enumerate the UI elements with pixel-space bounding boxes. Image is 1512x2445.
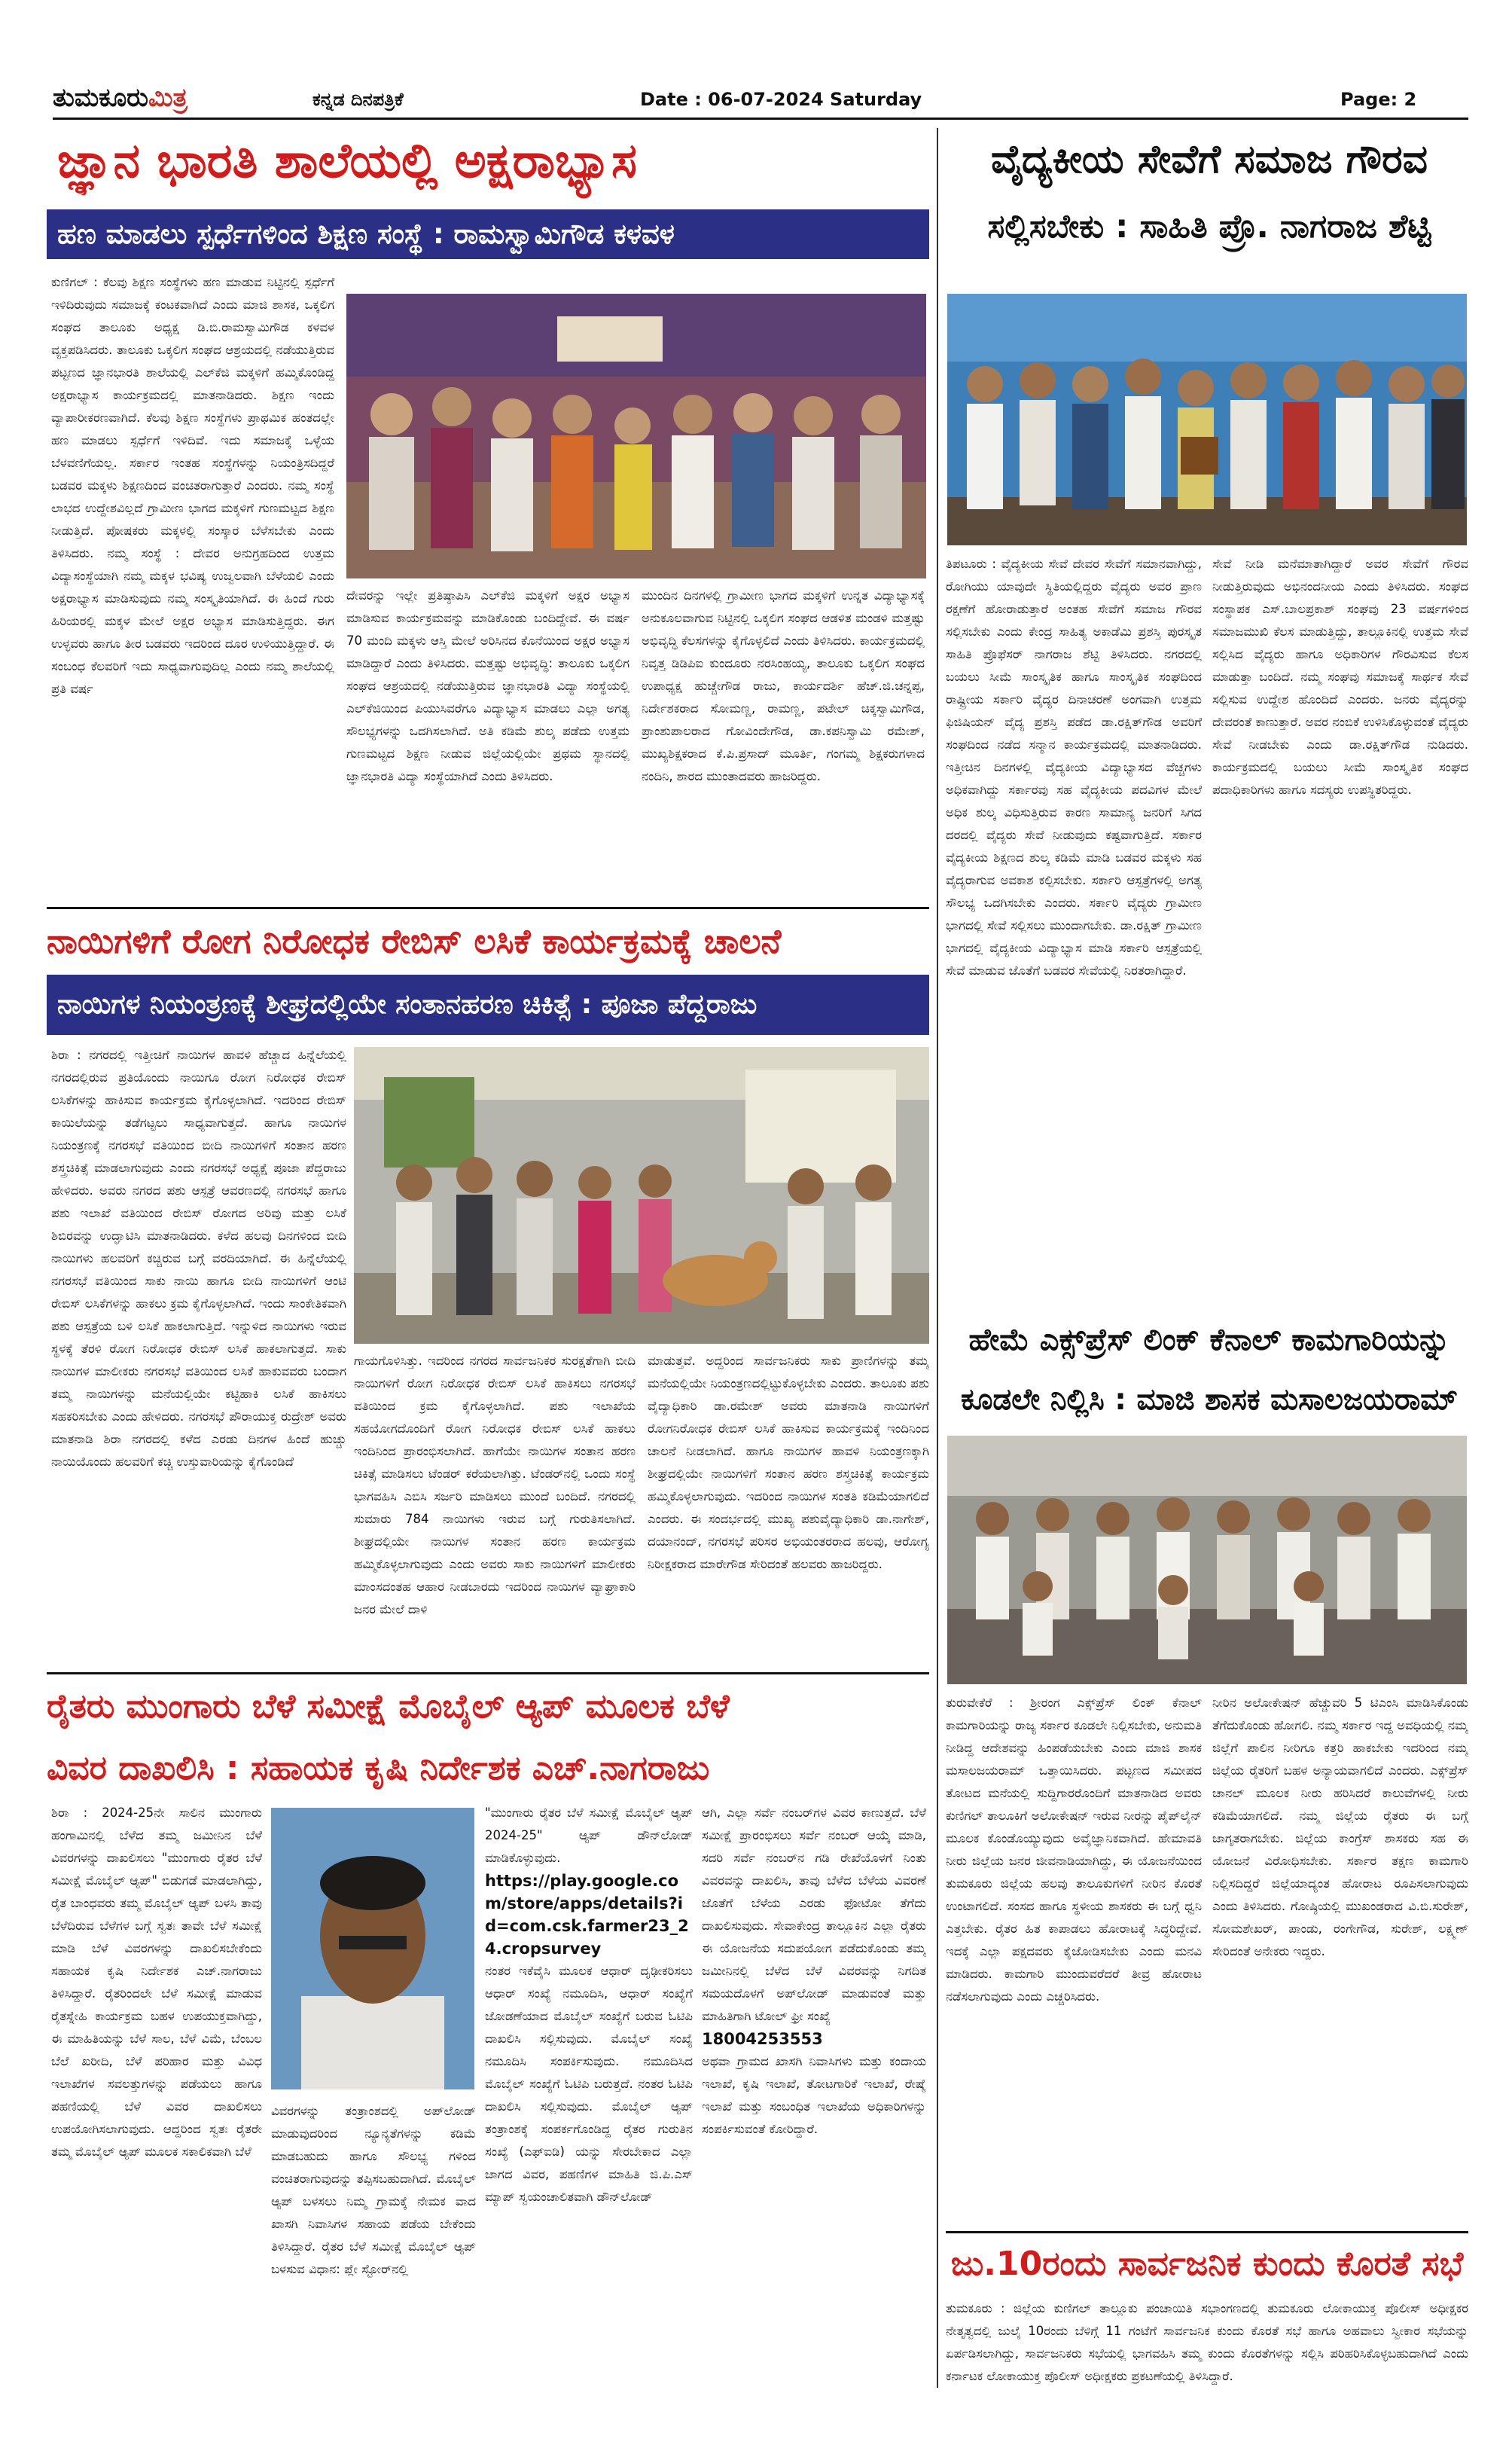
newspaper-subtitle: ಕನ್ನಡ ದಿನಪತ್ರಿಕೆ [312, 89, 404, 110]
school-ceremony-photo [346, 294, 926, 578]
article2-photo [947, 294, 1467, 545]
article3-col2: ಗಾಯಗೊಳಿಸಿತ್ತು. ಇದರಿಂದ ನಗರದ ಸಾರ್ವಜನಿಕರ ಸುರಕ್ಷತೆಗಾಗಿ ಬೀದಿ ನಾಯಿಗಳಿಗೆ ರೋಗ ನಿರೋಧಕ ರೇಬಿಸ್ ಲಸಿಕೆ ಹಾಕಿಸಲು ನಗರಸಭೆ ವತಿಯಿಂದ ಕ್ರಮ ಕೈಗೊಳ್ಳಲಾಗಿದೆ. ಪಶು ಇಲಾಖೆಯ ಸಹಯೋಗದೊಂದಿಗೆ ರೋಗ ನಿರೋಧಕ ರೇಬಿಸ್ ಲಸಿಕೆ ಹಾಕಲು ಇಂದಿನಿಂದ ಪ್ರಾರಂಭಿಸಲಾಗಿದೆ. ಹಾಗೆಯೇ ನಾಯಿಗಳ ಸಂತಾನ ಹರಣ ಚಿಕಿತ್ಸೆ ಮಾಡಿಸಲು ಟೆಂಡರ್ ಕರೆಯಲಾಗಿತ್ತು. ಟೆಂಡರ್‌ನಲ್ಲಿ ಒಂದು ಸಂಸ್ಥೆ ಭಾಗವಹಿಸಿ ಎಬಿಸಿ ಸರ್ಜರಿ ಮಾಡಿಸಲು ಮುಂದೆ ಬಂದಿದೆ. ನಗರದಲ್ಲಿ ಸುಮಾರು 784 ನಾಯಿಗಳು ಇರುವ ಬಗ್ಗೆ ಗುರುತಿಸಲಾಗಿದೆ. ಶೀಘ್ರದಲ್ಲಿಯೇ ನಾಯಿಗಳ ಸಂತಾನ ಹರಣ ಕಾರ್ಯಕ್ರಮ ಹಮ್ಮಿಕೊಳ್ಳಲಾಗುವುದು ಎಂದು ಅವರು ಸಾಕು ನಾಯಿಗಳಿಗೆ ಮಾಲೀಕರು ಮಾಂಸದಂತಹ ಆಹಾರ ನೀಡಬಾರದು ಇದರಿಂದ ನಾಯಿಗಳ ವ್ಯಾಘ್ರಾಕಾರಿ ಜನರ ಮೇಲೆ ದಾಳಿ [354, 1354, 636, 1616]
officer-portrait-photo [271, 1808, 474, 2089]
toll-free-number: 18004253553 [702, 2030, 823, 2048]
vaccination-drive-photo [354, 1047, 929, 1344]
article1-subheadline: ಹಣ ಮಾಡಲು ಸ್ಪರ್ಧೆಗಳಿಂದ ಶಿಕ್ಷಣ ಸಂಸ್ಥೆ : ರಾಮಸ್ವಾಮಿಗೌಡ ಕಳವಳ [47, 209, 929, 259]
article2-headline-line1: ವೈದ್ಯಕೀಯ ಸೇವೆಗೆ ಸಮಾಜ ಗೌರವ [990, 137, 1428, 182]
article4-headline-line2: ಕೂಡಲೇ ನಿಲ್ಲಿಸಿ : ಮಾಜಿ ಶಾಸಕ ಮಸಾಲಜಯರಾಮ್ [960, 1383, 1459, 1417]
article2-col1: ತಿಪಟೂರು : ವೈದ್ಯಕೀಯ ಸೇವೆ ದೇವರ ಸೇವೆಗೆ ಸಮಾನವಾಗಿದ್ದು, ರೋಗಿಯು ಯಾವುದೇ ಸ್ಥಿತಿಯಲ್ಲಿದ್ದರು ವೈದ್ಯರು ಅವರ ಪ್ರಾಣ ರಕ್ಷಣೆಗೆ ಹೋರಾಡುತ್ತಾರೆ ಅಂತಹ ಸೇವೆಗೆ ಸಮಾಜ ಗೌರವ ಸಲ್ಲಿಸಬೇಕು ಎಂದು ಕೇಂದ್ರ ಸಾಹಿತ್ಯ ಅಕಾಡೆಮಿ ಪ್ರಶಸ್ತಿ ಪುರಸ್ಕೃತ ಸಾಹಿತಿ ಪ್ರೊಫೆಸರ್ ನಾಗರಾಜ ಶೆಟ್ಟಿ ತಿಳಿಸಿದರು. ನಗರದಲ್ಲಿ ಬಯಲು ಸೀಮೆ ಸಾಂಸ್ಕೃತಿಕ ಹಾಗೂ ಸಾಂಸ್ಕೃತಿಕ ಸಂಘದಿಂದ ರಾಷ್ಟ್ರೀಯ ಸರ್ಕಾರಿ ವೈದ್ಯರ ದಿನಾಚರಣೆ ಅಂಗವಾಗಿ ಉತ್ತಮ ಫಿಜಿಷಿಯನ್ ವೈದ್ಯ ಪ್ರಶಸ್ತಿ ಪಡೆದ ಡಾ.ರಕ್ಷಿತ್‌ಗೌಡ ಅವರಿಗೆ ಸಂಘದಿಂದ ನಡೆದ ಸನ್ಮಾನ ಕಾರ್ಯಕ್ರಮದಲ್ಲಿ ಮಾತನಾಡಿದರು. ಇತ್ತೀಚಿನ ದಿನಗಳಲ್ಲಿ ವೈದ್ಯಕೀಯ ವಿದ್ಯಾಭ್ಯಾಸದ ವೆಚ್ಚಗಳು ಅಧಿಕವಾಗಿದ್ದು ಸರ್ಕಾರವು ಸಹ ವೈದ್ಯಕೀಯ ಪದವಿಗಳ ಮೇಲೆ ಅಧಿಕ ಶುಲ್ಕ ವಿಧಿಸುತ್ತಿರುವ ಕಾರಣ ಸಾಮಾನ್ಯ ಜನರಿಗೆ ಸಿಗದ ದರದಲ್ಲಿ ವೈದ್ಯರು ಸೇವೆ ನೀಡುವುದು ಕಷ್ಟವಾಗುತ್ತಿದೆ. ಸರ್ಕಾರ ವೈದ್ಯಕೀಯ ಶಿಕ್ಷಣದ ಶುಲ್ಕ ಕಡಿಮೆ ಮಾಡಿ ಬಡವರ ಮಕ್ಕಳು ಸಹ ವೈದ್ಯರಾಗುವ ಅವಕಾಶ ಕಲ್ಪಿಸಬೇಕು. ಸರ್ಕಾರಿ ಆಸ್ಪತ್ರೆಗಳಲ್ಲಿ ಅಗತ್ಯ ಸೌಲಭ್ಯ ಒದಗಿಸಬೇಕು ಎಂದರು. ಸರ್ಕಾರಿ ವೈದ್ಯರು ಗ್ರಾಮೀಣ ಭಾಗದಲ್ಲಿ ಸೇವೆ ಸಲ್ಲಿಸಲು ಮುಂದಾಗಬೇಕು. ಡಾ.ರಕ್ಷಿತ್ ಗ್ರಾಮೀಣ ಭಾಗದಲ್ಲಿ ವೈದ್ಯಕೀಯ ವಿದ್ಯಾಭ್ಯಾಸ ಮಾಡಿ ಸರ್ಕಾರಿ ಆಸ್ಪತ್ರೆಯಲ್ಲಿ ಸೇವೆ ಮಾಡುವ ಜೊತೆಗೆ ಬಡವರ ಸೇವೆಯಲ್ಲಿ ನಿರತರಾಗಿದ್ದಾರೆ. [946, 557, 1202, 978]
article6-body: ತುಮಕೂರು : ಜಿಲ್ಲೆಯ ಕುಣಿಗಲ್ ತಾಲ್ಲೂಕು ಪಂಚಾಯಿತಿ ಸಭಾಂಗಣದಲ್ಲಿ ತುಮಕೂರು ಲೋಕಾಯುಕ್ತ ಪೊಲೀಸ್ ಅಧೀಕ್ಷಕರ ನೇತೃತ್ವದಲ್ಲಿ ಜುಲೈ 10ರಂದು ಬೆಳಿಗ್ಗೆ 11 ಗಂಟೆಗೆ ಸಾರ್ವಜನಿಕ ಕುಂದು ಕೊರತೆ ಸಭೆ ಹಾಗೂ ಅಹವಾಲು ಸ್ವೀಕಾರ ಸಭೆಯನ್ನು ಏರ್ಪಡಿಸಲಾಗಿದ್ದು, ಸಾರ್ವಜನಿಕರು ಸಭೆಯಲ್ಲಿ ಭಾಗವಹಿಸಿ ತಮ್ಮ ಕುಂದು ಕೊರತೆಗಳನ್ನು ಸಲ್ಲಿಸಿ ಪರಿಹರಿಸಿಕೊಳ್ಳಬಹುದಾಗಿದೆ ಎಂದು ಕರ್ನಾಟಕ ಲೋಕಾಯುಕ್ತ ಪೊಲೀಸ್ ಅಧೀಕ್ಷಕರು ಪ್ರಕಟಣೆಯಲ್ಲಿ ತಿಳಿಸಿದ್ದಾರೆ. [946, 2301, 1468, 2383]
article5-headline-line2: ವಿವರ ದಾಖಲಿಸಿ : ಸಹಾಯಕ ಕೃಷಿ ನಿರ್ದೇಶಕ ಎಚ್.ನಾಗರಾಜು [47, 1749, 710, 1787]
article4-headline-line1: ಹೇಮೆ ಎಕ್ಸ್‌ಪ್ರೆಸ್ ಲಿಂಕ್ ಕೆನಾಲ್ ಕಾಮಗಾರಿಯನ್ನು [968, 1323, 1450, 1357]
article2-headline-line2: ಸಲ್ಲಿಸಬೇಕು : ಸಾಹಿತಿ ಪ್ರೊ. ನಾಗರಾಜ ಶೆಟ್ಟಿ [987, 208, 1431, 246]
masthead [53, 83, 1468, 116]
article4-col2: ನೀರಿನ ಅಲೋಕೇಷನ್ ಹೆಚ್ಚುವರಿ 5 ಟಿಎಂಸಿ ಮಾಡಿಸಿಕೊಂಡು ತೆಗೆದುಕೊಂಡು ಹೋಗಲಿ. ನಮ್ಮ ಸರ್ಕಾರ ಇದ್ದ ಅವಧಿಯಲ್ಲಿ ನಮ್ಮ ಜಿಲ್ಲೆಗೆ ಪಾಲಿನ ನೀರಿಗೂ ಕತ್ತರಿ ಹಾಕಬೇಕು ಇದರಿಂದ ನಮ್ಮ ಜಿಲ್ಲೆಯ ರೈತರಿಗೆ ಬಹಳ ಅನ್ಯಾಯವಾಗಲಿದೆ ಎಂದರು. ಎಕ್ಸ್‌ಪ್ರೆಸ್ ಚಾನಲ್ ಮೂಲಕ ನೀರು ಹರಿಸಿದರೆ ಕಾಲುವೆಗಳಲ್ಲಿ ನೀರು ಕಡಿಮೆಯಾಗಲಿದೆ. ನಮ್ಮ ಜಿಲ್ಲೆಯ ರೈತರು ಈ ಬಗ್ಗೆ ಜಾಗೃತರಾಗಬೇಕು. ಜಿಲ್ಲೆಯ ಕಾಂಗ್ರೆಸ್ ಶಾಸಕರು ಸಹ ಈ ಯೋಜನೆ ವಿರೋಧಿಸಬೇಕು. ಸರ್ಕಾರ ತಕ್ಷಣ ಕಾಮಗಾರಿ ನಿಲ್ಲಿಸದಿದ್ದರೆ ಜಿಲ್ಲೆಯಾದ್ಯಂತ ಹೋರಾಟ ರೂಪಿಸಲಾಗುವುದು ಎಂದು ತಿಳಿಸಿದರು. ಗೋಷ್ಠಿಯಲ್ಲಿ ಮುಖಂಡರಾದ ವಿ.ಬಿ.ಸುರೇಶ್, ಸೋಮಶೇಖರ್, ಪಾಂಡು, ರಂಗೇಗೌಡ, ಸುರೇಶ್, ಲಕ್ಷ್ಮಣ್ ಸೇರಿದಂತೆ ಅನೇಕರು ಇದ್ದರು. [1212, 1696, 1468, 1958]
article1-photo [346, 294, 926, 578]
article5-col1: ಶಿರಾ : 2024-25ನೇ ಸಾಲಿನ ಮುಂಗಾರು ಹಂಗಾಮಿನಲ್ಲಿ ಬೆಳೆದ ತಮ್ಮ ಜಮೀನಿನ ಬೆಳೆ ವಿವರಗಳನ್ನು ದಾಖಲಿಸಲು "ಮುಂಗಾರು ರೈತರ ಬೆಳೆ ಸಮೀಕ್ಷೆ ಮೊಬೈಲ್ ಆ್ಯಪ್" ಬಿಡುಗಡೆ ಮಾಡಲಾಗಿದ್ದು, ರೈತ ಬಾಂಧವರು ತಮ್ಮ ಮೊಬೈಲ್ ಆ್ಯಪ್ ಬಳಸಿ ತಾವು ಬೆಳೆದಿರುವ ಬೆಳೆಗಳ ಬಗ್ಗೆ ಸ್ವತಃ ತಾವೇ ಬೆಳೆ ಸಮೀಕ್ಷೆ ಮಾಡಿ ಬೆಳೆ ವಿವರಗಳನ್ನು ದಾಖಲಿಸಬೇಕೆಂದು ಸಹಾಯಕ ಕೃಷಿ ನಿರ್ದೇಶಕ ಎಚ್.ನಾಗರಾಜು ತಿಳಿಸಿದ್ದಾರೆ. ರೈತರಿಂದಲೇ ಬೆಳೆ ಸಮೀಕ್ಷೆ ಮಾಡುವ ರೈತಸ್ನೇಹಿ ಕಾರ್ಯಕ್ರಮ ಬಹಳ ಉಪಯುಕ್ತವಾಗಿದ್ದು, ಈ ಮಾಹಿತಿಯನ್ನು ಬೆಳೆ ಸಾಲ, ಬೆಳೆ ವಿಮೆ, ಬೆಂಬಲ ಬೆಲೆ ಖರೀದಿ, ಬೆಳೆ ಪರಿಹಾರ ಮತ್ತು ವಿವಿಧ ಇಲಾಖೆಗಳ ಸವಲತ್ತುಗಳನ್ನು ಪಡೆಯಲು ಹಾಗೂ ಪಹಣಿಯಲ್ಲಿ ಬೆಳೆ ವಿವರ ದಾಖಲಿಸಲು ಉಪಯೋಗಿಸಲಾಗುವುದು. ಆದ್ದರಿಂದ ಸ್ವತಃ ರೈತರೇ ತಮ್ಮ ಮೊಬೈಲ್ ಆ್ಯಪ್ ಮೂಲಕ ಸಕಾಲಿಕವಾಗಿ ಬೆಳೆ [51, 1806, 262, 2159]
article5-headline-line1: ರೈತರು ಮುಂಗಾರು ಬೆಳೆ ಸಮೀಕ್ಷೆ ಮೊಬೈಲ್ ಆ್ಯಪ್ ಮೂಲಕ ಬೆಳೆ [47, 1687, 730, 1726]
article5-col4: ಆಗಿ, ಎಲ್ಲಾ ಸರ್ವೆ ನಂಬರ್‌ಗಳ ವಿವರ ಕಾಣುತ್ತದೆ. ಬೆಳೆ ಸಮೀಕ್ಷೆ ಪ್ರಾರಂಭಿಸಲು ಸರ್ವೆ ನಂಬರ್ ಆಯ್ಕೆ ಮಾಡಿ, ಸದರಿ ಸರ್ವೆ ನಂಬರ್‌ನ ಗಡಿ ರೇಖೆಯೊಳಗೆ ನಿಂತು ವಿವರವನ್ನು ದಾಖಲಿಸಿ, ತಾವು ಬೆಳೆದ ಬೆಳೆಯ ವಿವರಣೆ ಜೊತೆಗೆ ಬೆಳೆಯ ಎರಡು ಫೋಟೋ ತೆಗೆದು ದಾಖಲಿಸುವುದು. ಸೇವಾಕೇಂದ್ರ ತಾಲ್ಲೂಕಿನ ಎಲ್ಲಾ ರೈತರು ಈ ಯೋಜನೆಯ ಸದುಪಯೋಗ ಪಡೆದುಕೊಂಡು ತಮ್ಮ ಜಮೀನಿನಲ್ಲಿ ಬೆಳೆದ ಬೆಳೆ ವಿವರವನ್ನು ನಿಗದಿತ ಸಮಯದೊಳಗೆ ಅಪ್‌ಲೋಡ್ ಮಾಡುವಂತೆ ಮತ್ತು ಮಾಹಿತಿಗಾಗಿ ಟೋಲ್ ಫ್ರೀ ಸಂಖ್ಯೆ 18004253553 ಅಥವಾ ಗ್ರಾಮದ ಖಾಸಗಿ ನಿವಾಸಿಗಳು ಮತ್ತು ಕಂದಾಯ ಇಲಾಖೆ, ಕೃಷಿ ಇಲಾಖೆ, ತೋಟಗಾರಿಕೆ ಇಲಾಖೆ, ರೇಷ್ಮೆ ಇಲಾಖೆ ಮತ್ತು ಸಂಬಂಧಿತ ಇಲಾಖೆಯ ಅಧಿಕಾರಿಗಳನ್ನು ಸಂಪರ್ಕಿಸುವಂತೆ ಕೋರಿದ್ದಾರೆ. [702, 1806, 926, 2136]
article5-col3: "ಮುಂಗಾರು ರೈತರ ಬೆಳೆ ಸಮೀಕ್ಷೆ ಮೊಬೈಲ್ ಆ್ಯಪ್ 2024-25" ಆ್ಯಪ್ ಡೌನ್‌ಲೋಡ್ ಮಾಡಿಕೊಳ್ಳುವುದು. https://play.google.com/store/apps/details?id=com.csk.farmer23_24.cropsurvey ನಂತರ ಇಕೆವೈಸಿ ಮೂಲಕ ಆಧಾರ್ ದೃಢೀಕರಿಸಲು ಆಧಾರ್ ಸಂಖ್ಯೆ ನಮೂದಿಸಿ, ಆಧಾರ್ ಸಂಖ್ಯೆಗೆ ಜೋಡಣೆಯಾದ ಮೊಬೈಲ್ ಸಂಖ್ಯೆಗೆ ಬರುವ ಓಟಿಪಿ ದಾಖಲಿಸಿ ಸಲ್ಲಿಸುವುದು. ಮೊಬೈಲ್ ಸಂಖ್ಯೆ ನಮೂದಿಸಿ ಸಂಪರ್ಕಿಸುವುದು. ನಮೂದಿಸಿದ ಮೊಬೈಲ್ ಸಂಖ್ಯೆಗೆ ಓಟಿಪಿ ಬರುತ್ತದೆ. ನಂತರ ಓಟಿಪಿ ದಾಖಲಿಸಿ ಸಲ್ಲಿಸುವುದು. ಮೊಬೈಲ್ ಆ್ಯಪ್ ತಂತ್ರಾಂಶಕ್ಕೆ ಸಂಪರ್ಕಗೊಂಡಿದ್ದ ರೈತರ ಗುರುತಿನ ಸಂಖ್ಯೆ (ಎಫ್‌ಐಡಿ) ಯನ್ನು ಸೇರಬೇಕಾದ ಎಲ್ಲಾ ಜಾಗದ ವಿವರ, ಪಹಣಿಗಳ ಮಾಹಿತಿ ಜಿ.ಪಿ.ಎಸ್ ಮ್ಯಾಪ್ ಸ್ವಯಂಚಾಲಿತವಾಗಿ ಡೌನ್‌ಲೋಡ್ [485, 1806, 693, 2204]
article5-portrait [271, 1808, 474, 2089]
article1-headline: ಜ್ಞಾನ ಭಾರತಿ ಶಾಲೆಯಲ್ಲಿ ಅಕ್ಷರಾಭ್ಯಾಸ [57, 133, 638, 189]
article3-col1: ಶಿರಾ : ನಗರದಲ್ಲಿ ಇತ್ತೀಚಿಗೆ ನಾಯಿಗಳ ಹಾವಳಿ ಹೆಚ್ಚಾದ ಹಿನ್ನೆಲೆಯಲ್ಲಿ ನಗರದಲ್ಲಿರುವ ಪ್ರತಿಯೊಂದು ನಾಯಿಗೂ ರೋಗ ನಿರೋಧಕ ರೇಬಿಸ್ ಲಸಿಕೆಗಳನ್ನು ಹಾಕಿಸುವ ಕಾರ್ಯಕ್ರಮ ಕೈಗೊಳ್ಳಲಾಗಿದೆ. ಇದರಿಂದ ರೇಬಿಸ್ ಕಾಯಿಲೆಯನ್ನು ತಡೆಗಟ್ಟಲು ಸಾಧ್ಯವಾಗುತ್ತದೆ. ಹಾಗೂ ನಾಯಿಗಳ ನಿಯಂತ್ರಣಕ್ಕೆ ನಗರಸಭೆ ವತಿಯಿಂದ ಬೀದಿ ನಾಯಿಗಳಿಗೆ ಸಂತಾನ ಹರಣ ಶಸ್ತ್ರಚಿಕಿತ್ಸೆ ಮಾಡಲಾಗುವುದು ಎಂದು ನಗರಸಭೆ ಅಧ್ಯಕ್ಷೆ ಪೂಜಾ ಪೆದ್ದರಾಜು ಹೇಳಿದರು. ಅವರು ನಗರದ ಪಶು ಆಸ್ಪತ್ರೆ ಆವರಣದಲ್ಲಿ ನಗರಸಭೆ ಹಾಗೂ ಪಶು ಇಲಾಖೆ ವತಿಯಿಂದ ರೇಬಿಸ್ ರೋಗದ ಅರಿವು ಮತ್ತು ಲಸಿಕೆ ಶಿಬಿರವನ್ನು ಉದ್ಘಾಟಿಸಿ ಮಾತನಾಡಿದರು. ಕಳೆದ ಹಲವು ದಿನಗಳಿಂದ ಬೀದಿ ನಾಯಿಗಳು ಹಲವರಿಗೆ ಕಚ್ಚಿರುವ ಬಗ್ಗೆ ವರದಿಯಾಗಿದೆ. ಈ ಹಿನ್ನೆಲೆಯಲ್ಲಿ ನಗರಸಭೆ ವತಿಯಿಂದ ಸಾಕು ನಾಯಿ ಹಾಗೂ ಬೀದಿ ನಾಯಿಗಳಿಗೆ ಆಂಟಿ ರೇಬಿಸ್ ಲಸಿಕೆಗಳನ್ನು ಹಾಕಲು ಕ್ರಮ ಕೈಗೊಳ್ಳಲಾಗಿದೆ. ಇಂದು ಸಾಂಕೇತಿಕವಾಗಿ ಪಶು ಆಸ್ಪತ್ರೆಯ ಬಳಿ ಲಸಿಕೆ ಹಾಕಲಾಗುತ್ತಿದೆ. ಇನ್ನುಳಿದ ನಾಯಿಗಳು ಇರುವ ಸ್ಥಳಕ್ಕೆ ತೆರಳಿ ರೋಗ ನಿರೋಧಕ ರೇಬಿಸ್ ಲಸಿಕೆ ಹಾಕಲಾಗುತ್ತದೆ. ಸಾಕು ನಾಯಿಗಳ ಮಾಲೀಕರು ನಗರಸಭೆ ವತಿಯಿಂದ ಲಸಿಕೆ ಹಾಕುವವರು ಬಂದಾಗ ತಮ್ಮ ನಾಯಿಗಳನ್ನು ಮನೆಯಲ್ಲಿಯೇ ಕಟ್ಟಿಹಾಕಿ ಲಸಿಕೆ ಹಾಕಿಸಲು ಸಹಕರಿಸಬೇಕು ಎಂದು ಹೇಳಿದರು. ನಗರಸಭೆ ಪೌರಾಯುಕ್ತ ರುದ್ರೇಶ್ ಅವರು ಮಾತನಾಡಿ ಶಿರಾ ನಗರದಲ್ಲಿ ಕಳೆದ ಎರಡು ದಿನಗಳ ಹಿಂದೆ ಹುಚ್ಚು ನಾಯಿಯೊಂದು ಹಲವರಿಗೆ ಕಚ್ಚಿ ಉಸ್ತುವಾರಿಯನ್ನು ಕೈಗೊಂಡಿದೆ [51, 1048, 346, 1469]
article6-headline: ಜು.10ರಂದು ಸಾರ್ವಜನಿಕ ಕುಂದು ಕೊರತೆ ಸಭೆ [950, 2245, 1464, 2283]
article3-col3: ಮಾಡುತ್ತವೆ. ಅದ್ದರಿಂದ ಸಾರ್ವಜನಿಕರು ಸಾಕು ಪ್ರಾಣಿಗಳನ್ನು ತಮ್ಮ ಮನೆಯಲ್ಲಿಯೇ ನಿಯಂತ್ರಣದಲ್ಲಿಟ್ಟುಕೊಳ್ಳಬೇಕು ಎಂದರು. ತಾಲೂಕು ಪಶು ವೈದ್ಯಾಧಿಕಾರಿ ಡಾ.ರಮೇಶ್ ಅವರು ಮಾತನಾಡಿ ನಾಯಿಗಳಿಗೆ ರೋಗನಿರೋಧಕ ರೇಬಿಸ್ ಲಸಿಕೆ ಹಾಕಿಸುವ ಕಾರ್ಯಕ್ರಮಕ್ಕೆ ಇಂದಿನಿಂದ ಚಾಲನೆ ನೀಡಲಾಗಿದೆ. ಹಾಗೂ ನಾಯಿಗಳ ಹಾವಳಿ ನಿಯಂತ್ರಣಕ್ಕಾಗಿ ಶೀಘ್ರದಲ್ಲಿಯೇ ನಾಯಿಗಳಿಗೆ ಸಂತಾನ ಹರಣ ಶಸ್ತ್ರಚಿಕಿತ್ಸೆ ಕಾರ್ಯಕ್ರಮ ಹಮ್ಮಿಕೊಳ್ಳಲಾಗುವುದು. ಇದರಿಂದ ನಾಯಿಗಳ ಸಂತತಿ ಕಡಿಮೆಯಾಗಲಿದೆ ಎಂದರು. ಈ ಸಂದರ್ಭದಲ್ಲಿ ಮುಖ್ಯ ಪಶುವೈದ್ಯಾಧಿಕಾರಿ ಡಾ.ನಾಗೇಶ್, ದಯಾನಂದ್, ನಗರಸಭೆ ಪರಿಸರ ಅಭಿಯಂತರರಾದ ಹಲವು, ಆರೋಗ್ಯ ನಿರೀಕ್ಷಕರಾದ ಮಾರೇಗೌಡ ಸೇರಿದಂತೆ ಹಲವರು ಹಾಜರಿದ್ದರು. [648, 1354, 929, 1571]
article3-subheadline: ನಾಯಿಗಳ ನಿಯಂತ್ರಣಕ್ಕೆ ಶೀಘ್ರದಲ್ಲಿಯೇ ಸಂತಾನಹರಣ ಚಿಕಿತ್ಸೆ : ಪೂಜಾ ಪೆದ್ದರಾಜು [47, 975, 929, 1035]
issue-date: Date : 06-07-2024 Saturday [640, 89, 922, 110]
doctor-felicitation-photo [947, 294, 1467, 545]
article3-photo [354, 1047, 929, 1344]
newspaper-name: ತುಮಕೂರುಮಿತ್ರ [53, 83, 187, 113]
article4-photo [947, 1436, 1467, 1684]
masthead-rule [53, 118, 1468, 120]
column-divider [937, 128, 938, 2388]
article1-col1: ಕುಣಿಗಲ್ : ಕೆಲವು ಶಿಕ್ಷಣ ಸಂಸ್ಥೆಗಳು ಹಣ ಮಾಡುವ ನಿಟ್ಟಿನಲ್ಲಿ ಸ್ಪರ್ಧೆಗೆ ಇಳಿದಿರುವುದು ಸಮಾಜಕ್ಕೆ ಕಂಟಕವಾಗಿದೆ ಎಂದು ಮಾಜಿ ಶಾಸಕ, ಒಕ್ಕಲಿಗ ಸಂಘದ ತಾಲೂಕು ಅಧ್ಯಕ್ಷ ಡಿ.ಬಿ.ರಾಮಸ್ವಾಮಿಗೌಡ ಕಳವಳ ವ್ಯಕ್ತಪಡಿಸಿದರು. ತಾಲೂಕು ಒಕ್ಕಲಿಗ ಸಂಘದ ಆಶ್ರಯದಲ್ಲಿ ನಡೆಯುತ್ತಿರುವ ಪಟ್ಟಣದ ಜ್ಞಾನಭಾರತಿ ಶಾಲೆಯಲ್ಲಿ ಎಲ್‌ಕೆಜಿ ಮಕ್ಕಳಿಗೆ ಹಮ್ಮಿಕೊಂಡಿದ್ದ ಅಕ್ಷರಾಭ್ಯಾಸ ಕಾರ್ಯಕ್ರಮದಲ್ಲಿ ಮಾತನಾಡಿದರು. ಶಿಕ್ಷಣ ಇಂದು ವ್ಯಾಪಾರೀಕರಣವಾಗಿದೆ. ಕೆಲವು ಶಿಕ್ಷಣ ಸಂಸ್ಥೆಗಳು ಪ್ರಾಥಮಿಕ ಹಂತದಲ್ಲೇ ಹಣ ಮಾಡಲು ಸ್ಪರ್ಧೆಗೆ ಇಳಿದಿವೆ. ಇದು ಸಮಾಜಕ್ಕೆ ಒಳ್ಳೆಯ ಬೆಳವಣಿಗೆಯಲ್ಲ. ಸರ್ಕಾರ ಇಂತಹ ಸಂಸ್ಥೆಗಳನ್ನು ನಿಯಂತ್ರಿಸದಿದ್ದರೆ ಬಡವರ ಮಕ್ಕಳು ಶಿಕ್ಷಣದಿಂದ ವಂಚಿತರಾಗುತ್ತಾರೆ ಎಂದರು. ನಮ್ಮ ಸಂಸ್ಥೆ ಲಾಭದ ಉದ್ದೇಶವಿಲ್ಲದೆ ಗ್ರಾಮೀಣ ಭಾಗದ ಮಕ್ಕಳಿಗೆ ಗುಣಮಟ್ಟದ ಶಿಕ್ಷಣ ನೀಡುತ್ತಿದೆ. ಪೋಷಕರು ಮಕ್ಕಳಲ್ಲಿ ಸಂಸ್ಕಾರ ಬೆಳೆಸಬೇಕು ಎಂದು ತಿಳಿಸಿದರು. ನಮ್ಮ ಸಂಸ್ಥೆ : ದೇವರ ಅನುಗ್ರಹದಿಂದ ಉತ್ತಮ ವಿದ್ಯಾಸಂಸ್ಥೆಯಾಗಿ ನಮ್ಮ ಮಕ್ಕಳ ಭವಿಷ್ಯ ಉಜ್ವಲವಾಗಿ ಬೆಳೆಯಲಿ ಎಂದು ಅಕ್ಷರಾಭ್ಯಾಸ ಮಾಡಿಸುವುದು ನಮ್ಮ ಸಂಸ್ಕೃತಿಯಾಗಿದೆ. ಈ ಹಿಂದೆ ಗುರು ಹಿರಿಯರಲ್ಲಿ ಮಕ್ಕಳ ಮೇಲೆ ಅಕ್ಷರ ಅಭ್ಯಾಸ ಮಾಡಿಸುತ್ತಿದ್ದರು. ಈಗ ಉಳ್ಳವರು ಹಾಗೂ ತೀರ ಬಡವರು ಇದರಿಂದ ದೂರ ಉಳಿಯುತ್ತಿದ್ದಾರೆ. ಈ ಸಂಬಂಧ ಕೆಲವರಿಗೆ ಇದು ಸಾಧ್ಯವಾಗುವುದಿಲ್ಲ ಎಂದು ನಮ್ಮ ಶಾಲೆಯಲ್ಲಿ ಪ್ರತಿ ವರ್ಷ [51, 275, 334, 696]
newspaper-name-accent: ಮಿತ್ರ [148, 83, 187, 113]
section-rule [47, 907, 929, 909]
crop-survey-app-link: https://play.google.com/store/apps/details?id=com.csk.farmer23_24.cropsurvey [485, 1872, 689, 1958]
article4-col1: ತುರುವೇಕೆರೆ : ಶ್ರೀರಂಗ ಎಕ್ಸ್‌ಪ್ರೆಸ್ ಲಿಂಕ್ ಕೆನಾಲ್ ಕಾಮಗಾರಿಯನ್ನು ರಾಜ್ಯ ಸರ್ಕಾರ ಕೂಡಲೇ ನಿಲ್ಲಿಸಬೇಕು, ಅನುಮತಿ ನೀಡಿದ್ದ ಆದೇಶವನ್ನು ಹಿಂಪಡೆಯಬೇಕು ಎಂದು ಮಾಜಿ ಶಾಸಕ ಮಸಾಲಜಯರಾಮ್ ಒತ್ತಾಯಿಸಿದರು. ಪಟ್ಟಣದ ಸಮೀಪದ ತೋಟದ ಮನೆಯಲ್ಲಿ ಸುದ್ದಿಗಾರರೊಂದಿಗೆ ಮಾತನಾಡಿದ ಅವರು ಕುಣಿಗಲ್ ತಾಲೂಕಿಗೆ ಅಲೋಕೇಷನ್ ಇರುವ ನೀರನ್ನು ಪೈಪ್‌ಲೈನ್ ಮೂಲಕ ಕೊಂಡೊಯ್ಯುವುದು ಅವೈಜ್ಞಾನಿಕವಾಗಿದೆ. ಹೇಮಾವತಿ ನೀರು ಜಿಲ್ಲೆಯ ಜನರ ಜೀವನಾಡಿಯಾಗಿದ್ದು, ಈ ಯೋಜನೆಯಿಂದ ತುಮಕೂರು ಜಿಲ್ಲೆಯ ಹಲವು ತಾಲೂಕುಗಳಿಗೆ ನೀರಿನ ಕೊರತೆ ಉಂಟಾಗಲಿದೆ. ಸಂಸದ ಹಾಗೂ ಸ್ಥಳೀಯ ಶಾಸಕರು ಈ ಬಗ್ಗೆ ಧ್ವನಿ ಎತ್ತಬೇಕು. ರೈತರ ಹಿತ ಕಾಪಾಡಲು ಹೋರಾಟಕ್ಕೆ ಸಿದ್ಧರಿದ್ದೇವೆ. ಇದಕ್ಕೆ ಎಲ್ಲಾ ಪಕ್ಷದವರು ಕೈಜೋಡಿಸಬೇಕು ಎಂದು ಮನವಿ ಮಾಡಿದರು. ಕಾಮಗಾರಿ ಮುಂದುವರೆದರೆ ತೀವ್ರ ಹೋರಾಟ ನಡೆಸಲಾಗುವುದು ಎಂದು ಎಚ್ಚರಿಸಿದರು. [946, 1696, 1202, 2004]
press-meet-photo [947, 1436, 1467, 1684]
section-rule-2 [47, 1672, 929, 1674]
article5-col2: ವಿವರಗಳನ್ನು ತಂತ್ರಾಂಶದಲ್ಲಿ ಅಪ್‌ಲೋಡ್ ಮಾಡುವುದರಿಂದ ನ್ಯೂನ್ಯತೆಗಳನ್ನು ಕಡಿಮೆ ಮಾಡಬಹುದು ಹಾಗೂ ಸೌಲಭ್ಯ ಗಳಿಂದ ವಂಚಿತರಾಗುವುದನ್ನು ತಪ್ಪಿಸಬಹುದಾಗಿದೆ. ಮೊಬೈಲ್ ಆ್ಯಪ್ ಬಳಸಲು ನಿಮ್ಮ ಗ್ರಾಮಕ್ಕೆ ನೇಮಕ ವಾದ ಖಾಸಗಿ ನಿವಾಸಿಗಳ ಸಹಾಯ ಪಡೆಯ ಬೇಕೆಂದು ತಿಳಿಸಿದ್ದಾರೆ. ರೈತರ ಬೆಳೆ ಸಮೀಕ್ಷೆ ಮೊಬೈಲ್ ಆ್ಯಪ್ ಬಳಸುವ ವಿಧಾನ: ಪ್ಲೇ ಸ್ಟೋರ್‌ನಲ್ಲಿ [271, 2104, 476, 2276]
article3-headline: ನಾಯಿಗಳಿಗೆ ರೋಗ ನಿರೋಧಕ ರೇಬಿಸ್ ಲಸಿಕೆ ಕಾರ್ಯಕ್ರಮಕ್ಕೆ ಚಾಲನೆ [47, 921, 782, 961]
article1-col3: ಮುಂದಿನ ದಿನಗಳಲ್ಲಿ ಗ್ರಾಮೀಣ ಭಾಗದ ಮಕ್ಕಳಿಗೆ ಉನ್ನತ ವಿದ್ಯಾಭ್ಯಾಸಕ್ಕೆ ಅನುಕೂಲವಾಗುವ ನಿಟ್ಟಿನಲ್ಲಿ ಒಕ್ಕಲಿಗ ಸಂಘದ ಆಡಳಿತ ಮಂಡಳಿ ಮತ್ತಷ್ಟು ಅಭಿವೃದ್ಧಿ ಕೆಲಸಗಳನ್ನು ಕೈಗೊಳ್ಳಲಿದೆ ಎಂದು ತಿಳಿಸಿದರು. ಕಾರ್ಯಕ್ರಮದಲ್ಲಿ ನಿವೃತ್ತ ಡಿಡಿಪಿಐ ಕುಂದೂರು ನರಸಿಂಹಯ್ಯ, ತಾಲೂಕು ಒಕ್ಕಲಿಗ ಸಂಘದ ಉಪಾಧ್ಯಕ್ಷ ಹುಚ್ಚೇಗೌಡ ರಾಜು, ಕಾರ್ಯದರ್ಶಿ ಹೆಚ್.ಜಿ.ಚನ್ನಪ್ಪ, ನಿರ್ದೇಶಕರಾದ ಸೋಮಣ್ಣ, ರಾಮಣ್ಣ, ಪಟೇಲ್ ಚಿಕ್ಕಸ್ವಾಮಿಗೌಡ, ಪ್ರಾಂಶುಪಾಲರಾದ ಗೋವಿಂದೇಗೌಡ, ಡಾ.ಕಪನಿಸ್ವಾಮಿ ರಮೇಶ್, ಮುಖ್ಯಶಿಕ್ಷಕರಾದ ಕೆ.ಪಿ.ಪ್ರಸಾದ್ ಮೂರ್ತಿ, ಗಂಗಮ್ಮ ಶಿಕ್ಷಕರುಗಳಾದ ನಂದಿನಿ, ಶಾರದ ಮುಂತಾದವರು ಹಾಜರಿದ್ದರು. [642, 588, 925, 783]
article1-col2: ದೇವರನ್ನು ಇಲ್ಲೇ ಪ್ರತಿಷ್ಠಾಪಿಸಿ ಎಲ್‌ಕೆಜಿ ಮಕ್ಕಳಿಗೆ ಅಕ್ಷರ ಅಭ್ಯಾಸ ಮಾಡಿಸುವ ಕಾರ್ಯಕ್ರಮವನ್ನು ಮಾಡಿಕೊಂಡು ಬಂದಿದ್ದೇವೆ. ಈ ವರ್ಷ 70 ಮಂದಿ ಮಕ್ಕಳು ಆಸ್ತಿ ಮೇಲೆ ಅರಿಸಿನದ ಕೊನೆಯಿಂದ ಅಕ್ಷರ ಅಭ್ಯಾಸ ಮಾಡಿದ್ದಾರೆ ಎಂದು ತಿಳಿಸಿದರು. ಮತ್ತಷ್ಟು ಅಭಿವೃದ್ಧಿ: ತಾಲೂಕು ಒಕ್ಕಲಿಗ ಸಂಘದ ಆಶ್ರಯದಲ್ಲಿ ನಡೆಯುತ್ತಿರುವ ಜ್ಞಾನಭಾರತಿ ವಿದ್ಯಾ ಸಂಸ್ಥೆಯಲ್ಲಿ ಎಲ್‌ಕೆಜಿಯಿಂದ ಪಿಯುಸಿವರೆಗೂ ವಿದ್ಯಾಭ್ಯಾಸ ಮಾಡಲು ಎಲ್ಲಾ ಅಗತ್ಯ ಸೌಲಭ್ಯಗಳನ್ನು ಒದಗಿಸಲಾಗಿದೆ. ಅತಿ ಕಡಿಮೆ ಶುಲ್ಕ ಪಡೆದು ಉತ್ತಮ ಗುಣಮಟ್ಟದ ಶಿಕ್ಷಣ ನೀಡುವ ಜಿಲ್ಲೆಯಲ್ಲಿಯೇ ಪ್ರಥಮ ಸ್ಥಾನದಲ್ಲಿ ಜ್ಞಾನಭಾರತಿ ವಿದ್ಯಾ ಸಂಸ್ಥೆಯಾಗಿದೆ ಎಂದು ತಿಳಿಸಿದರು. [346, 588, 629, 783]
page-number: Page: 2 [1340, 89, 1417, 110]
article2-col2: ಸೇವೆ ನೀಡಿ ಮನೆಮಾತಾಗಿದ್ದಾರೆ ಅವರ ಸೇವೆಗೆ ಗೌರವ ನೀಡುತ್ತಿರುವುದು ಅಭಿನಂದನೀಯ ಎಂದು ತಿಳಿಸಿದರು. ಸಂಘದ ಸಂಸ್ಥಾಪಕ ಎಸ್.ಬಾಲಪ್ರಕಾಶ್ ಸಂಘವು 23 ವರ್ಷಗಳಿಂದ ಸಮಾಜಮುಖಿ ಕೆಲಸ ಮಾಡುತ್ತಿದ್ದು, ತಾಲ್ಲೂಕಿನಲ್ಲಿ ಉತ್ತಮ ಸೇವೆ ಸಲ್ಲಿಸಿದ ವೈದ್ಯರು ಹಾಗೂ ಅಧಿಕಾರಿಗಳ ಗೌರವಿಸುವ ಕೆಲಸ ಮಾಡುತ್ತಾ ಬಂದಿದೆ. ನಮ್ಮ ಸಂಘವು ಸಮಾಜಕ್ಕೆ ಸಾರ್ಥಕ ಸೇವೆ ಸಲ್ಲಿಸುವ ಉದ್ದೇಶ ಹೊಂದಿದೆ ಎಂದರು. ಜನರು ವೈದ್ಯರನ್ನು ದೇವರಂತೆ ಕಾಣುತ್ತಾರೆ. ಅವರ ನಂಬಿಕೆ ಉಳಿಸಿಕೊಳ್ಳುವಂತೆ ವೈದ್ಯರು ಸೇವೆ ನೀಡಬೇಕು ಎಂದು ಡಾ.ರಕ್ಷಿತ್‌ಗೌಡ ನುಡಿದರು. ಕಾರ್ಯಕ್ರಮದಲ್ಲಿ ಬಯಲು ಸೀಮೆ ಸಾಂಸ್ಕೃತಿಕ ಸಂಘದ ಪದಾಧಿಕಾರಿಗಳು ಹಾಗೂ ಸದಸ್ಯರು ಉಪಸ್ಥಿತರಿದ್ದರು. [1212, 557, 1468, 797]
section-rule-3 [946, 2231, 1468, 2233]
